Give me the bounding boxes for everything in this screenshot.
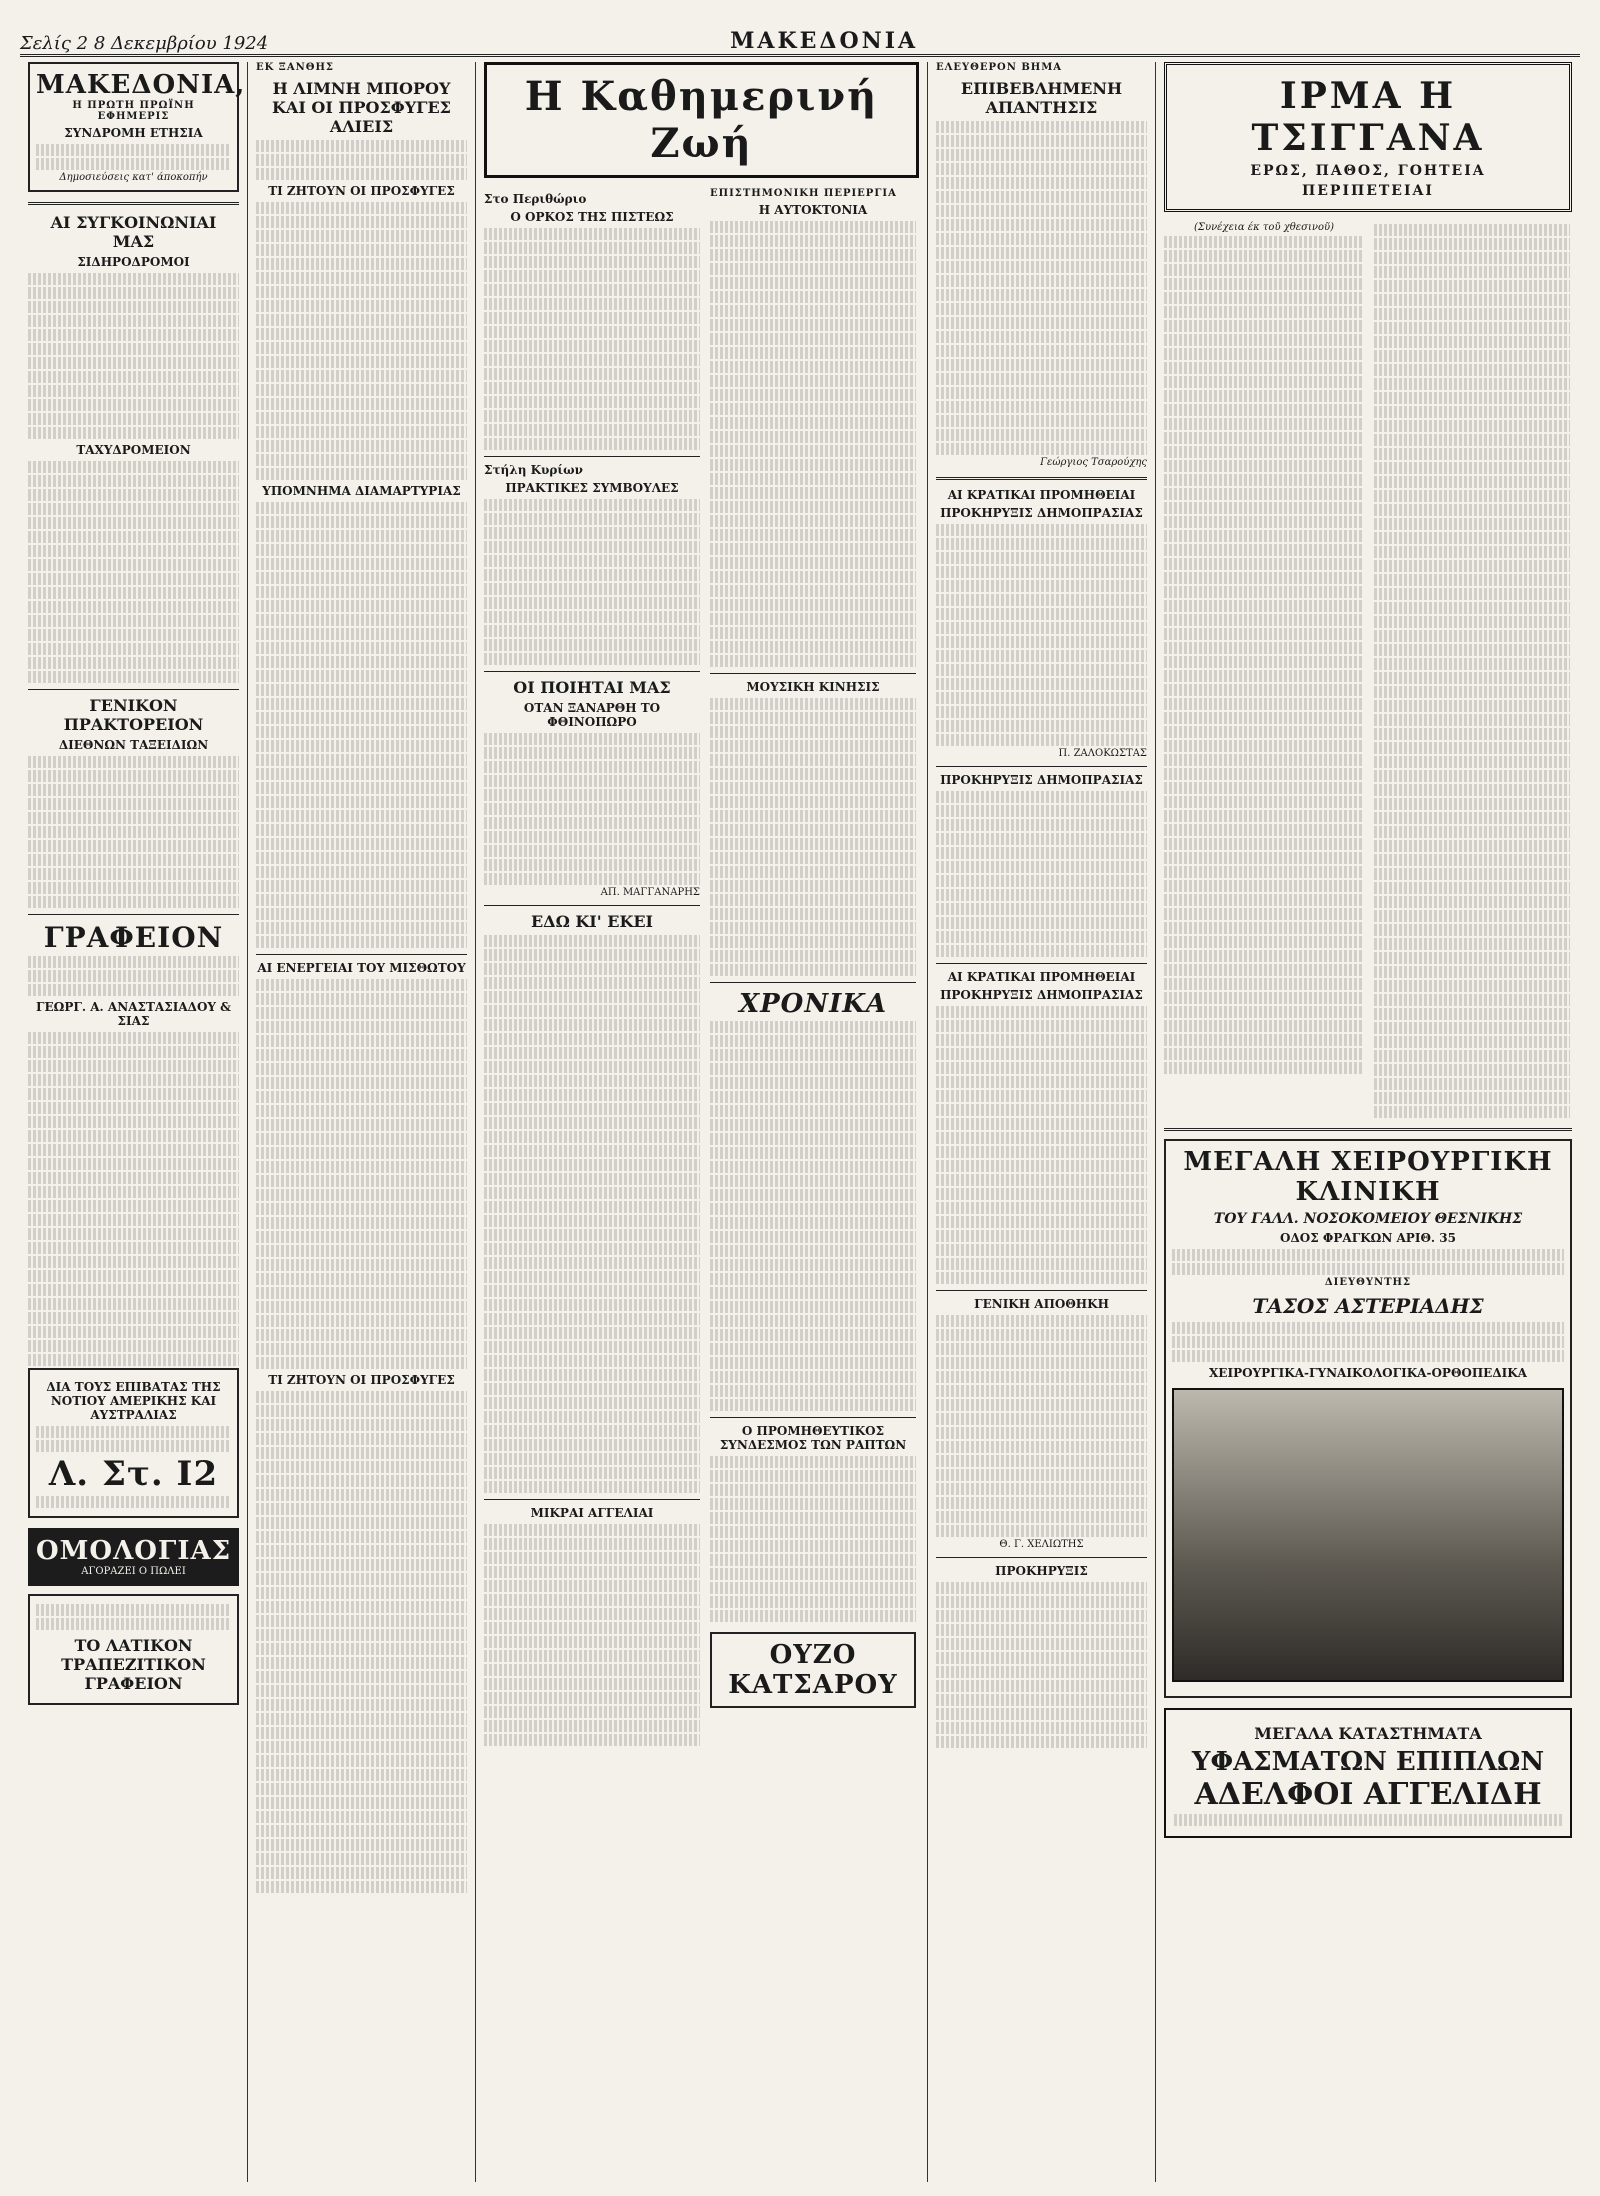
page-date: Σελίς 2 8 Δεκεμβρίου 1924 — [20, 33, 269, 54]
store-ad: ΜΕΓΑΛΑ ΚΑΤΑΣΤΗΜΑΤΑ ΥΦΑΣΜΑΤΩΝ ΕΠΙΠΛΩΝ ΑΔΕΛΦΟΙ ΑΓΓΕΛΙΔΗ — [1164, 1708, 1572, 1838]
bank-ad: ΤΟ ΛΑΤΙΚΟΝ ΤΡΑΠΕΖΙΤΙΚΟΝ ΓΡΑΦΕΙΟΝ — [28, 1594, 239, 1705]
section-title: ΑΙ ΣΥΓΚΟΙΝΩΝΙΑΙ ΜΑΣ — [50, 213, 217, 251]
column-4: ΕΛΕΥΘΕΡΟΝ ΒΗΜΑ ΕΠΙΒΕΒΛΗΜΕΝΗ ΑΠΑΝΤΗΣΙΣ Γεώργιος Τσαρούχης ΑΙ ΚΡΑΤΙΚΑΙ ΠΡΟΜΗΘΕΙΑΙ ΠΡΟΚΗΡΥΞΙΣ ΔΗΜΟΠΡΑΣΙΑΣ Π. ΖΑΛΟΚΩΣΤΑΣ ΠΡΟΚΗΡΥΞΙΣ ΔΗΜΟΠΡΑΣΙΑΣ ΑΙ ΚΡΑΤΙΚΑΙ ΠΡΟΜΗΘΕΙΑΙ ΠΡΟΚΗΡΥΞΙΣ ΔΗΜΟΠΡΑΣΙΑΣ ΓΕΝΙΚΗ ΑΠΟΘΗΚΗ Θ. Γ. ΧΕΛΙΩΤΗΣ ΠΡΟΚΗΡΥΞΙΣ — [928, 62, 1156, 2182]
subscription-box: ΜΑΚΕΔΟΝΙΑ, Η ΠΡΩΤΗ ΠΡΩΪΝΗ ΕΦΗΜΕΡΙΣ ΣΥΝΔΡΟΜΗ ΕΤΗΣΙΑ Δημοσιεύσεις κατ' άποκοπήν — [28, 62, 239, 192]
bonds-ad: ΟΜΟΛΟΓΙΑΣ ΑΓΟΡΑΖΕΙ Ο ΠΩΛΕΙ — [28, 1528, 239, 1586]
clinic-photo — [1172, 1388, 1564, 1682]
passenger-ad: ΔΙΑ ΤΟΥΣ ΕΠΙΒΑΤΑΣ ΤΗΣ ΝΟΤΙΟΥ ΑΜΕΡΙΚΗΣ ΚΑΙ ΑΥΣΤΡΑΛΙΑΣ Λ. Στ. Ι2 — [28, 1368, 239, 1518]
column-1: ΜΑΚΕΔΟΝΙΑ, Η ΠΡΩΤΗ ΠΡΩΪΝΗ ΕΦΗΜΕΡΙΣ ΣΥΝΔΡΟΜΗ ΕΤΗΣΙΑ Δημοσιεύσεις κατ' άποκοπήν ΑΙ ΣΥΓΚΟΙΝΩΝΙΑΙ ΜΑΣ ΣΙΔΗΡΟΔΡΟΜΟΙ ΤΑΧΥΔΡΟΜΕΙΟΝ ΓΕΝΙΚΟΝ ΠΡΑΚΤΟΡΕΙΟΝ ΔΙΕΘΝΩΝ ΤΑΞΕΙΔΙΩΝ ΓΡΑΦΕΙΟΝ ΓΕΩΡΓ. Α. ΑΝΑΣΤΑΣΙΑΔΟΥ & ΣΙΑΣ ΔΙΑ ΤΟΥΣ ΕΠΙΒΑΤΑΣ ΤΗΣ ΝΟΤΙΟΥ ΑΜΕΡΙΚΗΣ ΚΑΙ ΑΥΣΤΡΑΛΙΑΣ Λ. Στ. Ι2 ΟΜΟΛΟΓΙΑΣ ΑΓΟΡΑΖΕΙ Ο ΠΩΛΕΙ ΤΟ ΛΑΤΙΚΟΝ ΤΡΑΠΕΖΙΤΙΚΟΝ ΓΡΑΦΕΙΟΝ — [20, 62, 248, 2182]
clinic-ad: ΜΕΓΑΛΗ ΧΕΙΡΟΥΡΓΙΚΗ ΚΛΙΝΙΚΗ ΤΟΥ ΓΑΛΛ. ΝΟΣΟΚΟΜΕΙΟΥ ΘΕΣΝΙΚΗΣ ΟΔΟΣ ΦΡΑΓΚΩΝ ΑΡΙΘ. 35 ΔΙΕΥΘΥΝΤΗΣ ΤΑΣΟΣ ΑΣΤΕΡΙΑΔΗΣ ΧΕΙΡΟΥΡΓΙΚΑ-ΓΥΝΑΙΚΟΛΟΓΙΚΑ-ΟΡΘΟΠΕΔΙΚΑ — [1164, 1139, 1572, 1698]
masthead-title: ΜΑΚΕΔΟΝΙΑ — [730, 28, 919, 54]
page-header — [20, 14, 1580, 57]
irma-serial-header: ΙΡΜΑ Η ΤΣΙΓΓΑΝΑ ΕΡΩΣ, ΠΑΘΟΣ, ΓΟΗΤΕΙΑ ΠΕΡΙΠΕΤΕΙΑΙ — [1164, 62, 1572, 212]
column-3: Η Καθημερινή Ζωή Στο Περιθώριο Ο ΟΡΚΟΣ ΤΗΣ ΠΙΣΤΕΩΣ Στήλη Κυρίων ΠΡΑΚΤΙΚΕΣ ΣΥΜΒΟΥΛΕΣ ΟΙ ΠΟΙΗΤΑΙ ΜΑΣ ΟΤΑΝ ΞΑΝΑΡΘΗ ΤΟ ΦΘΙΝΟΠΩΡΟ ΑΠ. ΜΑΓΓΑΝΑΡΗΣ ΕΔΩ ΚΙ' ΕΚΕΙ ΜΙΚΡΑΙ ΑΓΓΕΛΙΑΙ ΕΠΙΣΤΗΜΟΝΙΚΗ ΠΕΡΙΕΡΓΙΑ Η ΑΥΤΟΚΤΟΝΙΑ ΜΟΥΣΙΚΗ ΚΙΝΗΣΙΣ ΧΡΟΝΙΚΑ Ο ΠΡΟΜΗΘΕΥΤΙΚΟΣ ΣΥΝΔΕΣΜΟΣ ΤΩΝ ΡΑΠΤΩΝ ΟΥΖΟ ΚΑΤΣΑΡΟΥ — [476, 62, 928, 2182]
daily-life-banner: Η Καθημερινή Ζωή — [484, 62, 919, 178]
article-title: Η ΛΙΜΝΗ ΜΠΟΡΟΥ ΚΑΙ ΟΙ ΠΡΟΣΦΥΓΕΣ ΑΛΙΕΙΣ — [272, 79, 451, 136]
bureau-title: ΓΡΑΦΕΙΟΝ — [43, 921, 224, 954]
office-title: ΓΕΝΙΚΟΝ ΠΡΑΚΤΟΡΕΙΟΝ — [63, 696, 204, 734]
column-5: ΙΡΜΑ Η ΤΣΙΓΓΑΝΑ ΕΡΩΣ, ΠΑΘΟΣ, ΓΟΗΤΕΙΑ ΠΕΡΙΠΕΤΕΙΑΙ (Συνέχεια έκ τοῦ χθεσινοῦ) ΜΕΓΑΛΗ ΧΕΙΡΟΥΡΓΙΚΗ ΚΛΙΝΙΚΗ ΤΟΥ ΓΑΛΛ. ΝΟΣΟΚΟΜΕΙΟΥ ΘΕΣΝΙΚΗΣ ΟΔΟΣ ΦΡΑΓΚΩΝ ΑΡΙΘ. 35 ΔΙΕΥΘΥΝΤΗΣ ΤΑΣΟΣ ΑΣΤΕΡΙΑΔΗΣ ΧΕΙΡΟΥΡΓΙΚΑ-ΓΥΝΑΙΚΟΛΟΓΙΚΑ-ΟΡΘΟΠΕΔΙΚΑ ΜΕΓΑΛΑ ΚΑΤΑΣΤΗΜΑΤΑ ΥΦΑΣΜΑΤΩΝ ΕΠΙΠΛΩΝ ΑΔΕΛΦΟΙ ΑΓΓΕΛΙΔΗ — [1156, 62, 1580, 2182]
paper-name: ΜΑΚΕΔΟΝΙΑ, — [36, 70, 246, 100]
ouzo-ad: ΟΥΖΟ ΚΑΤΣΑΡΟΥ — [710, 1632, 916, 1708]
column-2: ΕΚ ΞΑΝΘΗΣ Η ΛΙΜΝΗ ΜΠΟΡΟΥ ΚΑΙ ΟΙ ΠΡΟΣΦΥΓΕΣ ΑΛΙΕΙΣ ΤΙ ΖΗΤΟΥΝ ΟΙ ΠΡΟΣΦΥΓΕΣ ΥΠΟΜΝΗΜΑ ΔΙΑΜΑΡΤΥΡΙΑΣ ΑΙ ΕΝΕΡΓΕΙΑΙ ΤΟΥ ΜΙΣΘΩΤΟΥ ΤΙ ΖΗΤΟΥΝ ΟΙ ΠΡΟΣΦΥΓΕΣ — [248, 62, 476, 2182]
